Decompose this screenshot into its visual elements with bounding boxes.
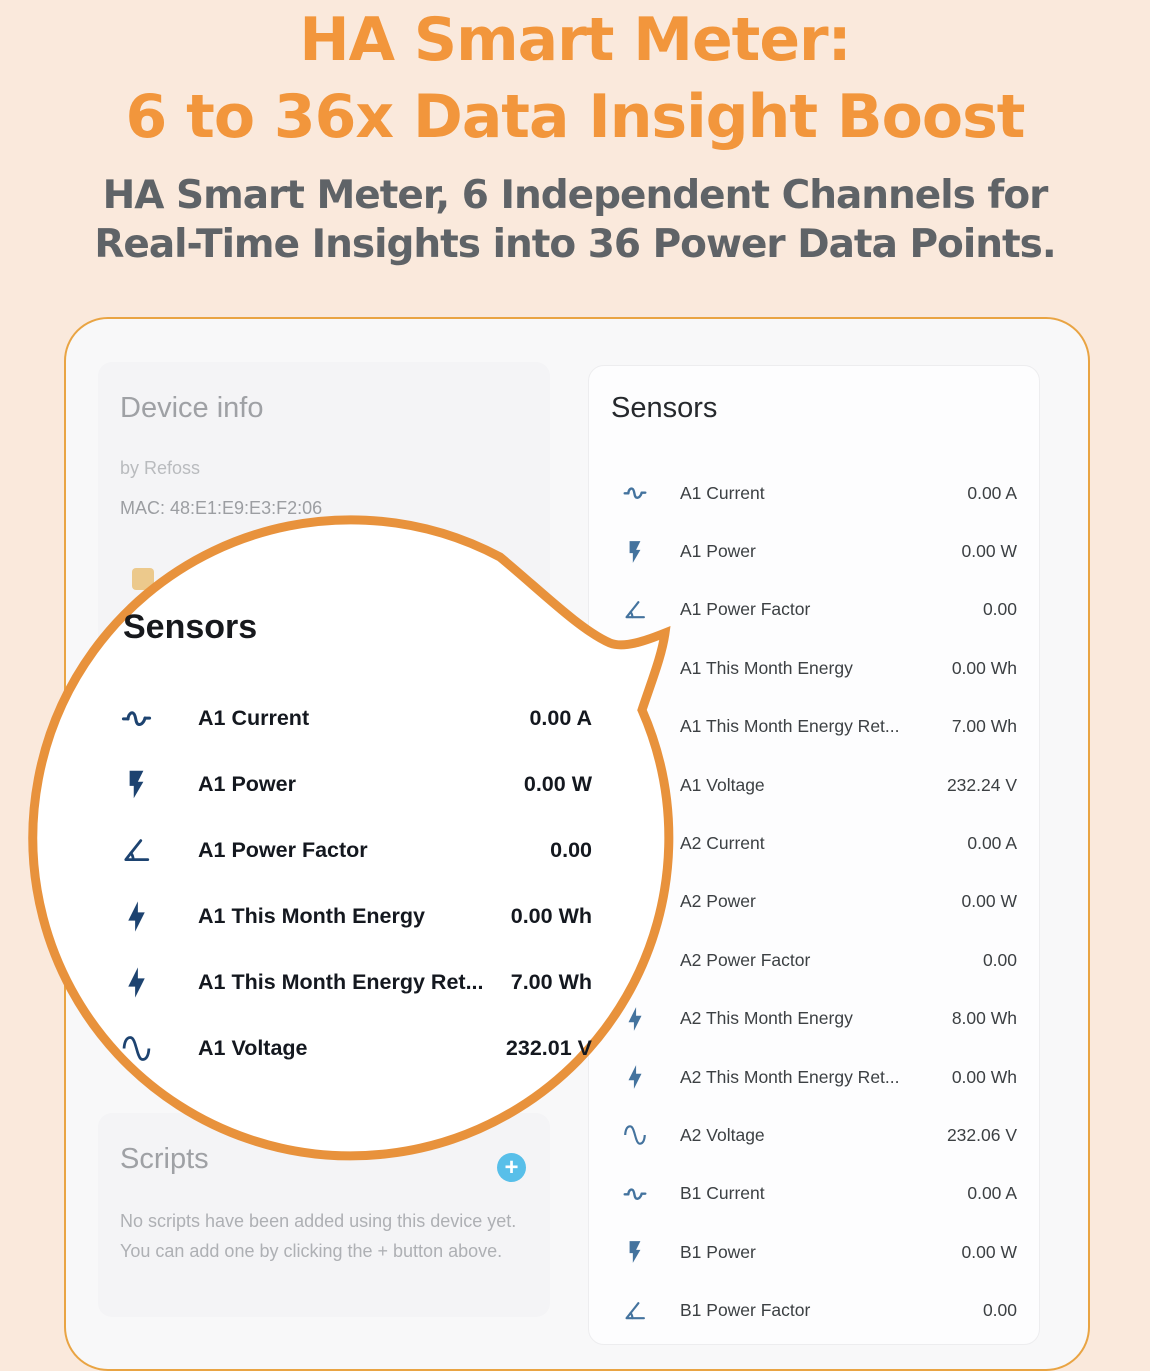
sensor-row-b1-power-factor[interactable] <box>589 1281 1039 1339</box>
current-ac-icon <box>120 702 160 735</box>
sensor-label: A1 This Month Energy <box>680 657 853 678</box>
add-script-button[interactable]: + <box>497 1153 526 1182</box>
subtitle-line1: HA Smart Meter, 6 Independent Channels for <box>102 173 1048 218</box>
magnifier-row-a1-month-energy <box>120 892 592 940</box>
sensor-label: A2 Power Factor <box>680 949 811 970</box>
main-title-line2: 6 to 36x Data Insight Boost <box>125 82 1025 152</box>
sensors-panel-title: Sensors <box>611 392 718 424</box>
subtitle-line2: Real-Time Insights into 36 Power Data Points. <box>94 222 1056 267</box>
sensor-label: A2 Voltage <box>680 1124 765 1145</box>
sensor-label: A1 Power <box>680 541 756 562</box>
magnifier-row-a1-voltage <box>120 1024 592 1072</box>
device-mac-address: MAC: 48:E1:E9:E3:F2:06 <box>120 498 323 518</box>
subtitle <box>0 171 1150 269</box>
main-title-line1: HA Smart Meter: <box>299 5 851 75</box>
sensor-value: 0.00 A <box>967 1183 1017 1204</box>
flash-icon <box>622 1239 666 1265</box>
sensor-label: A2 This Month Energy Ret... <box>680 1066 900 1087</box>
sensor-label: A2 Current <box>680 833 765 854</box>
sensor-value: 0.00 <box>550 837 592 862</box>
sensor-label: B1 Power Factor <box>680 1300 811 1321</box>
header <box>0 2 1150 269</box>
device-manufacturer: by Refoss <box>120 458 201 478</box>
sensor-value: 232.24 V <box>946 774 1017 795</box>
main-title <box>0 2 1150 156</box>
sensor-value: 0.00 W <box>961 1241 1017 1262</box>
sensor-value: 232.06 V <box>946 1124 1017 1145</box>
sensor-label: A1 Power Factor <box>198 837 368 862</box>
scripts-title: Scripts <box>120 1143 209 1175</box>
sensor-value: 0.00 A <box>529 705 592 730</box>
magnifier-row-a1-power <box>120 760 592 808</box>
magnifier-sensors-list <box>120 694 592 1072</box>
sensor-label: B1 Power <box>680 1241 756 1262</box>
sensor-value: 0.00 W <box>523 771 592 796</box>
flash-icon <box>120 768 160 801</box>
sensor-value: 7.00 Wh <box>951 716 1017 737</box>
sensor-label: A1 This Month Energy <box>198 903 425 928</box>
angle-acute-icon <box>120 834 160 867</box>
sensor-label: A2 This Month Energy <box>680 1008 853 1029</box>
sensor-label: A1 Voltage <box>680 774 765 795</box>
magnifier-row-a1-month-energy-ret <box>120 958 592 1006</box>
sensor-value: 0.00 <box>982 599 1017 620</box>
lightning-bolt-icon <box>120 966 160 999</box>
sensor-row-b1-power[interactable] <box>589 1223 1039 1281</box>
magnifier-row-a1-current <box>120 694 592 742</box>
sensor-label: A1 Current <box>680 482 765 503</box>
sensor-value: 0.00 <box>982 949 1017 970</box>
sensor-value: 0.00 <box>982 1300 1017 1321</box>
sensor-label: A1 Voltage <box>198 1035 308 1060</box>
device-info-title: Device info <box>120 392 264 424</box>
sensor-label: B1 Current <box>680 1183 765 1204</box>
sensor-value: 0.00 A <box>967 833 1017 854</box>
sensor-label: A1 This Month Energy Ret... <box>198 969 484 994</box>
magnifier-row-a1-power-factor <box>120 826 592 874</box>
sensor-value: 7.00 Wh <box>510 969 592 994</box>
sensor-label: A2 Power <box>680 891 756 912</box>
sine-wave-icon <box>120 1032 160 1065</box>
sensor-label: A1 This Month Energy Ret... <box>680 716 900 737</box>
sensor-label: A1 Power Factor <box>680 599 811 620</box>
magnifier-sensors-title: Sensors <box>123 608 258 646</box>
sensor-label: A1 Power <box>198 771 296 796</box>
angle-acute-icon <box>622 1298 666 1324</box>
sensor-value: 8.00 Wh <box>951 1008 1017 1029</box>
sensor-value: 0.00 Wh <box>510 903 592 928</box>
sensor-value: 0.00 W <box>961 541 1017 562</box>
sensor-value: 232.01 V <box>505 1035 592 1060</box>
sensor-label: A1 Current <box>198 705 310 730</box>
current-ac-icon <box>622 480 666 506</box>
sensor-value: 0.00 W <box>961 891 1017 912</box>
lightning-bolt-icon <box>120 900 160 933</box>
scripts-empty-text: No scripts have been added using this device yet. You can add one by clicking the + button above. <box>120 1211 517 1261</box>
sensor-value: 0.00 Wh <box>951 657 1017 678</box>
sensor-value: 0.00 A <box>967 482 1017 503</box>
sensor-value: 0.00 Wh <box>951 1066 1017 1087</box>
